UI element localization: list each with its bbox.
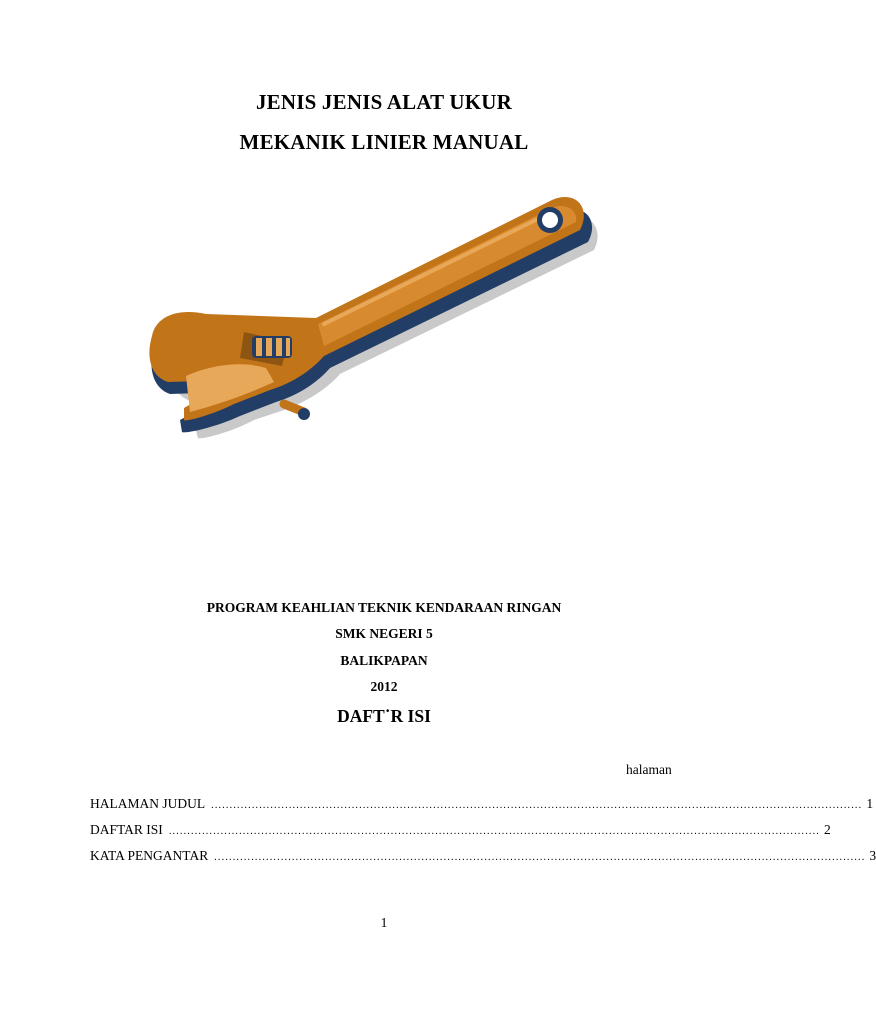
toc-heading: DAFT˙R ISI	[337, 706, 431, 726]
toc-row[interactable]	[90, 796, 874, 814]
toc-entry-page: 2	[824, 822, 831, 837]
toc-entry-page: 3	[869, 848, 876, 863]
program-name: PROGRAM KEAHLIAN TEKNIK KENDARAAN RINGAN	[206, 600, 562, 615]
toc-entry-label: KATA PENGANTAR	[90, 848, 209, 863]
wrench-icon	[148, 190, 608, 470]
toc-row[interactable]	[90, 848, 876, 866]
adjustment-worm-gear	[252, 336, 292, 358]
year: 2012	[370, 679, 398, 694]
toc-leader-dots: ................................................................................................................................................................................	[214, 852, 866, 863]
city-name: BALIKPAPAN	[340, 653, 428, 668]
toc-leader-dots: ................................................................................................................................................................................	[168, 826, 821, 837]
toc-row[interactable]	[90, 822, 831, 840]
toc-entry-page: 1	[866, 796, 874, 811]
title-line-1: JENIS JENIS ALAT UKUR	[255, 90, 513, 114]
page-number: 1	[380, 915, 388, 930]
toc-entry-label: HALAMAN JUDUL	[90, 796, 206, 811]
school-name: SMK NEGERI 5	[335, 626, 433, 641]
toc-leader-dots: ................................................................................................................................................................................	[211, 800, 863, 811]
toc-page-column-label: halaman	[626, 762, 672, 777]
toc-entry-label: DAFTAR ISI	[90, 822, 163, 837]
title-line-2: MEKANIK LINIER MANUAL	[239, 130, 529, 154]
wrench-body	[149, 197, 592, 432]
